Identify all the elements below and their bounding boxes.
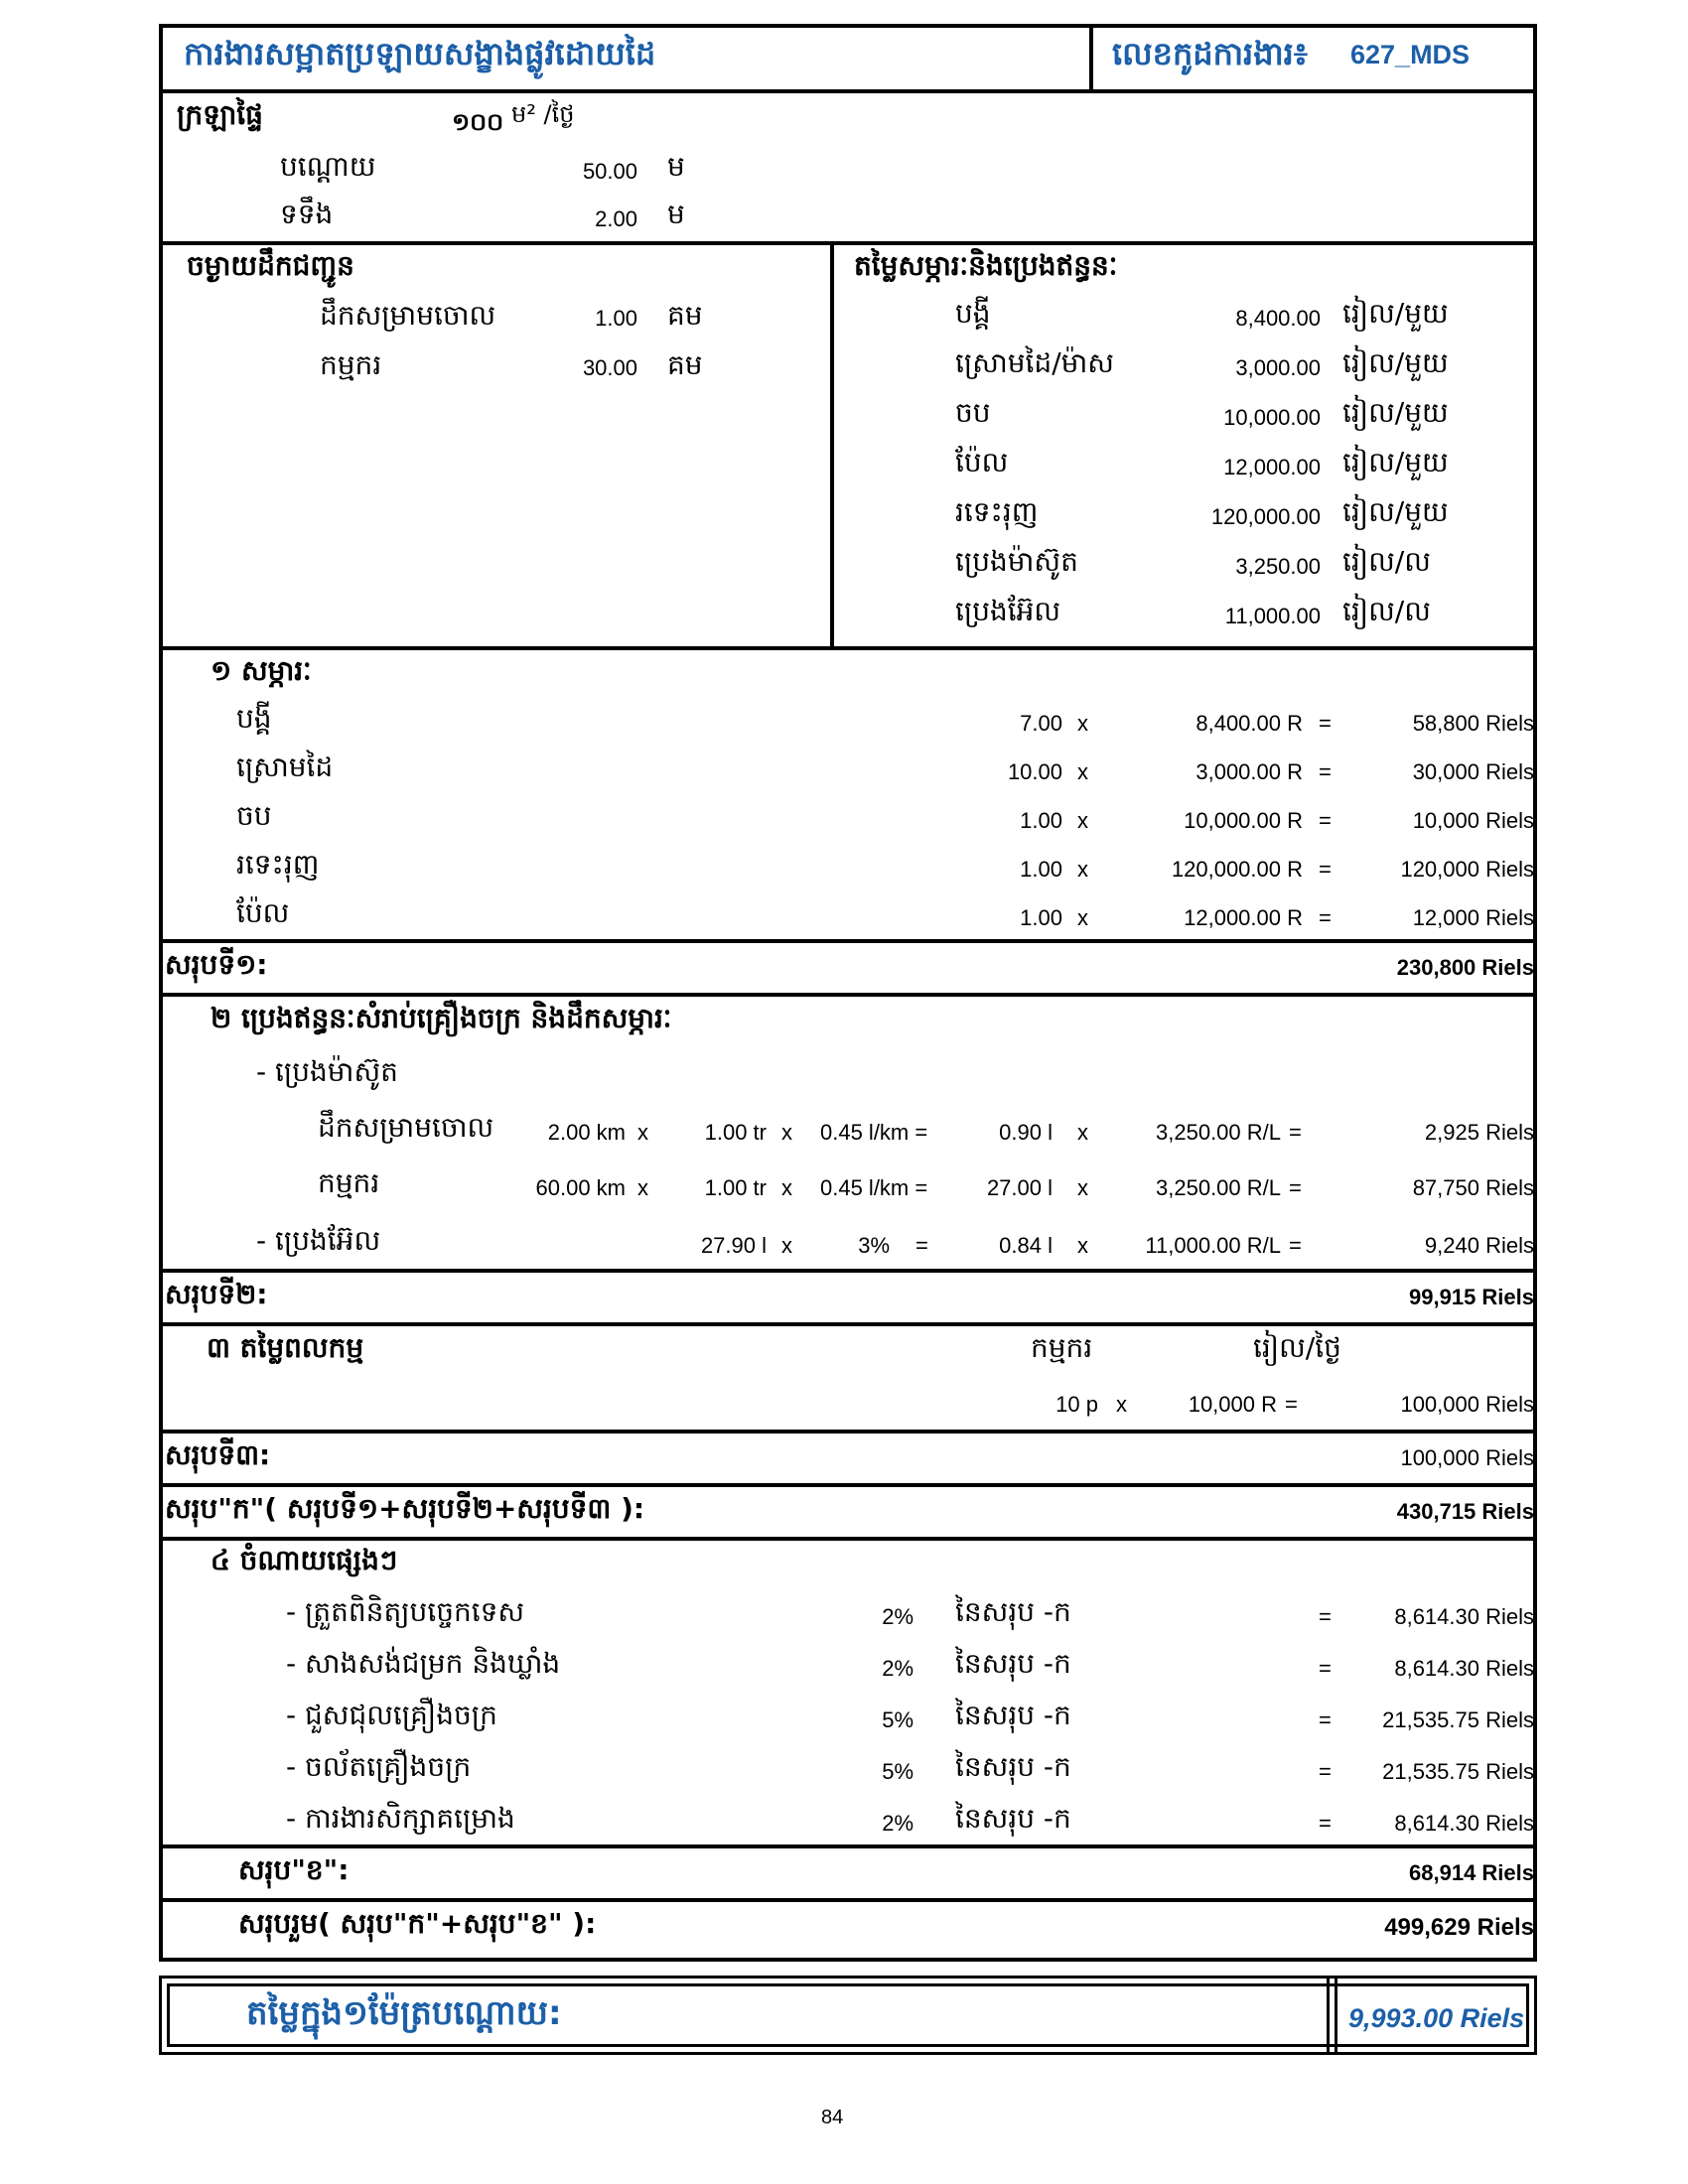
fuel-total: 2,925 Riels xyxy=(1424,1120,1534,1145)
expense-eq: = xyxy=(1319,1656,1332,1681)
expense-label: - ជួសជុលគ្រឿងចក្រ xyxy=(286,1699,497,1731)
subtotal3-value: 100,000 Riels xyxy=(1400,1445,1534,1470)
material-qty: 10.00 xyxy=(1007,759,1062,784)
oil-eq: = xyxy=(915,1233,928,1258)
material-label: រទេះរុញ xyxy=(236,848,320,881)
material-x: x xyxy=(1077,857,1088,882)
material-x: x xyxy=(1077,759,1088,784)
work-code-value: 627_MDS xyxy=(1350,40,1471,69)
price-item-label: បង្គី xyxy=(955,297,991,330)
fuel-litres: 27.00 l xyxy=(986,1175,1053,1200)
total-a-label: សរុប"ក"( សរុបទី១+សរុបទី២+សរុបទី៣ ): xyxy=(165,1492,645,1525)
area-unit: ម² /ថ្ងៃ xyxy=(511,100,575,128)
material-qty: 1.00 xyxy=(1020,808,1062,833)
material-total: 30,000 Riels xyxy=(1412,759,1534,784)
distance-unit: គម xyxy=(667,299,703,332)
divider xyxy=(159,939,1537,943)
expense-total: 21,535.75 Riels xyxy=(1382,1707,1534,1732)
total-b-label: សរុប"ខ": xyxy=(238,1853,350,1886)
oil-total: 9,240 Riels xyxy=(1424,1233,1534,1258)
divider xyxy=(159,646,1537,650)
fuel-x: x xyxy=(781,1120,792,1145)
expense-label: - ការងារសិក្សាគម្រោង xyxy=(286,1802,515,1835)
price-item-value: 12,000.00 xyxy=(1223,455,1321,479)
width-value: 2.00 xyxy=(595,206,637,231)
material-x: x xyxy=(1077,808,1088,833)
material-label: ប៉ែល xyxy=(236,896,290,929)
price-item-unit: រៀល/មួយ xyxy=(1342,495,1449,528)
material-eq: = xyxy=(1319,808,1332,833)
material-eq: = xyxy=(1319,857,1332,882)
length-unit: ម xyxy=(667,150,685,183)
subtotal2-label: សរុបទី២: xyxy=(165,1278,268,1310)
price-item-value: 11,000.00 xyxy=(1224,604,1321,628)
price-item-unit: រៀល/មួយ xyxy=(1342,346,1449,379)
oil-price: 11,000.00 R/L xyxy=(1145,1233,1281,1258)
oil-base: 27.90 l xyxy=(700,1233,767,1258)
fuel-x: x xyxy=(1077,1120,1088,1145)
subtotal2-value: 99,915 Riels xyxy=(1409,1285,1534,1309)
labor-x: x xyxy=(1116,1392,1127,1417)
expense-total: 8,614.30 Riels xyxy=(1394,1811,1534,1836)
total-b-value: 68,914 Riels xyxy=(1409,1860,1534,1885)
workers-count: 10 p xyxy=(1055,1392,1098,1417)
subtotal3-label: សរុបទី៣: xyxy=(165,1438,271,1471)
length-value: 50.00 xyxy=(582,159,637,184)
material-eq: = xyxy=(1319,905,1332,930)
fuel-x: x xyxy=(637,1120,648,1145)
material-price: 12,000.00 R xyxy=(1184,905,1303,930)
fuel-x: x xyxy=(1077,1175,1088,1200)
material-total: 12,000 Riels xyxy=(1412,905,1534,930)
section4-title: ៤ ចំណាយផ្សេងៗ xyxy=(211,1544,398,1576)
unit-price-value: 9,993.00 Riels xyxy=(1348,2003,1525,2033)
price-item-unit: រៀល/មួយ xyxy=(1342,396,1449,429)
fuel-label: ដឹកសម្រាមចោល xyxy=(318,1111,494,1144)
fuel-price: 3,250.00 R/L xyxy=(1156,1120,1281,1145)
unit-price-label: តម្លៃក្នុង១ម៉ែត្របណ្តោយ: xyxy=(246,1993,562,2033)
material-x: x xyxy=(1077,711,1088,736)
price-item-unit: រៀល/មួយ xyxy=(1342,297,1449,330)
material-price: 10,000.00 R xyxy=(1184,808,1303,833)
divider xyxy=(159,1537,1537,1541)
divider xyxy=(159,1430,1537,1433)
expense-pct: 5% xyxy=(882,1759,914,1784)
rate-header: រៀល/ថ្ងៃ xyxy=(1253,1331,1341,1364)
distance-label: ដឹកសម្រាមចោល xyxy=(320,299,496,332)
expense-basis: នៃសរុប -ក xyxy=(955,1595,1071,1628)
section3-title: ៣ តម្លៃពលកម្ម xyxy=(207,1331,364,1364)
expense-pct: 5% xyxy=(882,1707,914,1732)
divider xyxy=(159,993,1537,997)
unit-price-divider xyxy=(1327,1976,1330,2055)
fuel-total: 87,750 Riels xyxy=(1412,1175,1534,1200)
unit-price-divider xyxy=(1335,1976,1337,2055)
fuel-distance: 60.00 km xyxy=(535,1175,626,1200)
fuel-rate: 0.45 l/km = xyxy=(820,1175,928,1200)
divider xyxy=(159,1898,1537,1902)
material-label: ចប xyxy=(236,799,272,832)
oil-litres: 0.84 l xyxy=(999,1233,1053,1258)
grand-total-value: 499,629 Riels xyxy=(1384,1914,1534,1941)
subtotal1-label: សរុបទី១: xyxy=(165,948,268,981)
expense-basis: នៃសរុប -ក xyxy=(955,1750,1071,1783)
oil-pct: 3% xyxy=(858,1233,890,1258)
divider xyxy=(159,241,1537,245)
oil-label: - ប្រេងអ៊ែល xyxy=(256,1224,381,1257)
distance-title: ចម្ងាយដឹកជញ្ជូន xyxy=(187,249,354,282)
fuel-distance: 2.00 km xyxy=(547,1120,626,1145)
price-item-unit: រៀល/មួយ xyxy=(1342,446,1449,478)
material-label: បង្គី xyxy=(236,702,272,735)
document-title: ការងារសម្អាតប្រឡាយសង្ខាងផ្លូវដោយដៃ xyxy=(184,35,656,72)
fuel-label: កម្មករ xyxy=(318,1166,380,1199)
expense-pct: 2% xyxy=(882,1604,914,1629)
work-code-label: លេខកូដការងារ៖ xyxy=(1112,35,1308,72)
section1-title: ១ សម្ភារៈ xyxy=(211,654,312,687)
divider xyxy=(159,1269,1537,1273)
labor-rate: 10,000 R xyxy=(1188,1392,1277,1417)
expense-eq: = xyxy=(1319,1604,1332,1629)
oil-x: x xyxy=(1077,1233,1088,1258)
price-item-label: ប្រេងម៉ាស៊ូត xyxy=(955,545,1078,578)
material-qty: 1.00 xyxy=(1020,857,1062,882)
price-item-value: 120,000.00 xyxy=(1210,504,1321,529)
price-item-unit: រៀល/ល xyxy=(1342,595,1431,627)
material-total: 120,000 Riels xyxy=(1400,857,1534,882)
material-eq: = xyxy=(1319,711,1332,736)
width-label: ទទឹង xyxy=(280,198,334,230)
distance-value: 1.00 xyxy=(595,306,637,331)
oil-eq: = xyxy=(1289,1233,1302,1258)
expense-total: 8,614.30 Riels xyxy=(1394,1656,1534,1681)
price-item-label: ប៉ែល xyxy=(955,446,1009,478)
price-item-value: 3,000.00 xyxy=(1235,355,1321,380)
expense-basis: នៃសរុប -ក xyxy=(955,1647,1071,1680)
labor-eq: = xyxy=(1285,1392,1298,1417)
labor-total: 100,000 Riels xyxy=(1400,1392,1534,1417)
expense-label: - សាងសង់ជម្រក និងឃ្លាំង xyxy=(286,1647,561,1680)
width-unit: ម xyxy=(667,198,685,230)
fuel-eq: = xyxy=(1289,1120,1302,1145)
expense-eq: = xyxy=(1319,1707,1332,1732)
distance-unit: គម xyxy=(667,348,703,381)
expense-pct: 2% xyxy=(882,1656,914,1681)
prices-title: តម្លៃសម្ភារៈនិងប្រេងឥន្ធនៈ xyxy=(854,249,1118,282)
fuel-litres: 0.90 l xyxy=(999,1120,1053,1145)
price-item-label: ចប xyxy=(955,396,991,429)
subtotal1-value: 230,800 Riels xyxy=(1396,955,1534,980)
expense-label: - ចល័តគ្រឿងចក្រ xyxy=(286,1750,472,1783)
material-qty: 7.00 xyxy=(1020,711,1062,736)
distance-value: 30.00 xyxy=(582,355,637,380)
material-label: ស្រោមដៃ xyxy=(236,751,334,783)
fuel-x: x xyxy=(637,1175,648,1200)
distance-label: កម្មករ xyxy=(320,348,382,381)
price-item-label: រទេះរុញ xyxy=(955,495,1039,528)
header-divider xyxy=(1089,24,1093,93)
material-x: x xyxy=(1077,905,1088,930)
fuel-rate: 0.45 l/km = xyxy=(820,1120,928,1145)
price-item-label: ស្រោមដៃ/ម៉ាស xyxy=(955,346,1114,379)
price-item-value: 8,400.00 xyxy=(1235,306,1321,331)
expense-eq: = xyxy=(1319,1811,1332,1836)
expense-basis: នៃសរុប -ក xyxy=(955,1802,1071,1835)
page-number: 84 xyxy=(821,2107,844,2128)
section2-title: ២ ប្រេងឥន្ធនៈសំរាប់គ្រឿងចក្រ និងដឹកសម្ភារៈ xyxy=(211,1002,672,1034)
material-total: 10,000 Riels xyxy=(1412,808,1534,833)
divider xyxy=(159,1844,1537,1848)
fuel-x: x xyxy=(781,1175,792,1200)
column-divider xyxy=(830,241,834,646)
area-label: ក្រឡាផ្ទៃ xyxy=(177,98,263,131)
expense-label: - ត្រួតពិនិត្យបច្ចេកទេស xyxy=(286,1595,525,1628)
length-label: បណ្តោយ xyxy=(280,150,376,183)
grand-total-label: សរុបរួម( សរុប"ក"+សរុប"ខ" ): xyxy=(238,1907,597,1940)
price-item-label: ប្រេងអ៊ែល xyxy=(955,595,1061,627)
area-value: ១០០ xyxy=(452,109,504,136)
material-qty: 1.00 xyxy=(1020,905,1062,930)
expense-total: 8,614.30 Riels xyxy=(1394,1604,1534,1629)
oil-x: x xyxy=(781,1233,792,1258)
fuel-eq: = xyxy=(1289,1175,1302,1200)
diesel-label: - ប្រេងម៉ាស៊ូត xyxy=(256,1055,398,1088)
workers-header: កម្មករ xyxy=(1031,1331,1093,1364)
fuel-price: 3,250.00 R/L xyxy=(1156,1175,1281,1200)
material-price: 8,400.00 R xyxy=(1196,711,1303,736)
expense-total: 21,535.75 Riels xyxy=(1382,1759,1534,1784)
expense-basis: នៃសរុប -ក xyxy=(955,1699,1071,1731)
expense-eq: = xyxy=(1319,1759,1332,1784)
material-total: 58,800 Riels xyxy=(1412,711,1534,736)
divider xyxy=(159,1483,1537,1487)
material-price: 3,000.00 R xyxy=(1196,759,1303,784)
fuel-trips: 1.00 tr xyxy=(704,1175,767,1200)
material-eq: = xyxy=(1319,759,1332,784)
divider xyxy=(159,1322,1537,1326)
expense-pct: 2% xyxy=(882,1811,914,1836)
price-item-unit: រៀល/ល xyxy=(1342,545,1431,578)
price-item-value: 10,000.00 xyxy=(1223,405,1321,430)
fuel-trips: 1.00 tr xyxy=(704,1120,767,1145)
price-item-value: 3,250.00 xyxy=(1235,554,1321,579)
material-price: 120,000.00 R xyxy=(1171,857,1303,882)
total-a-value: 430,715 Riels xyxy=(1396,1499,1534,1524)
